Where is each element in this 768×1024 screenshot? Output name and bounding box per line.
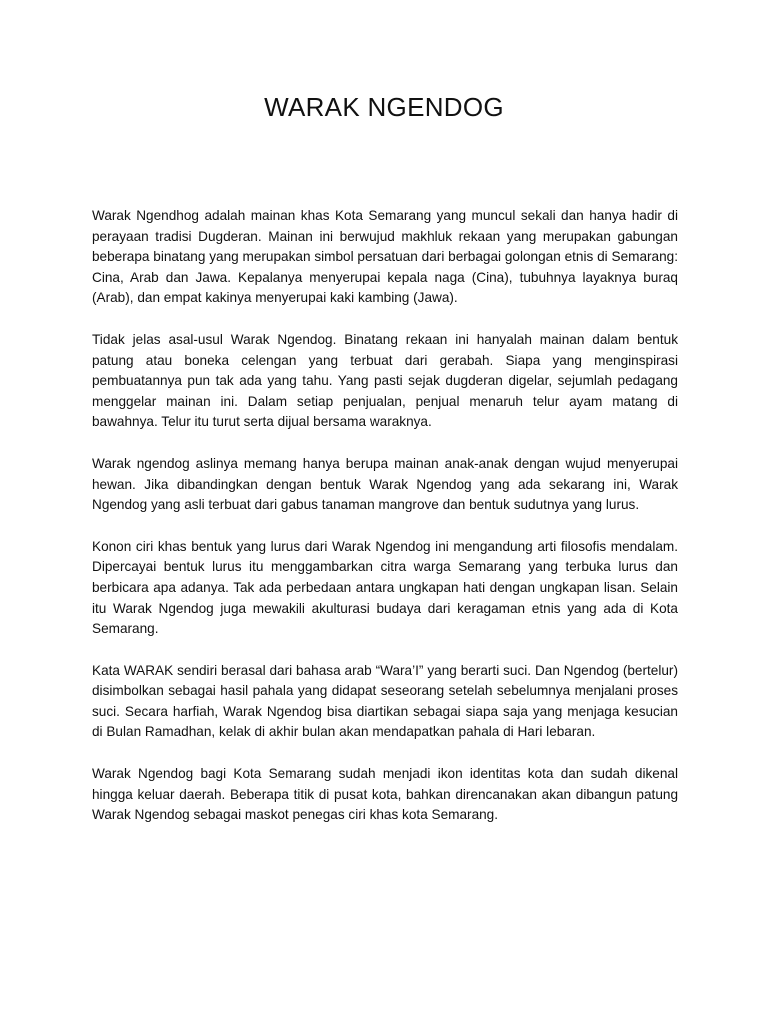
paragraph-4: Konon ciri khas bentuk yang lurus dari Warak Ngendog ini mengandung arti filosofis mendalam. Dipercayai bentuk lurus itu menggambarkan citra warga Semarang yang terbuka lurus dan berbicara apa adanya. Tak ada perbedaan antara ungkapan hati dengan ungkapan lisan. Selain itu Warak Ngendog juga mewakili akulturasi budaya dari keragaman etnis yang ada di Kota Semarang. (92, 538, 678, 637)
paragraph-2: Tidak jelas asal-usul Warak Ngendog. Binatang rekaan ini hanyalah mainan dalam bentuk patung atau boneka celengan yang terbuat dari gerabah. Siapa yang menginspirasi pembuatannya pun tak ada yang tahu. Yang pasti sejak dugderan digelar, sejumlah pedagang menggelar mainan ini. Dalam setiap penjualan, penjual menaruh telur ayam matang di bawahnya. Telur itu turut serta dijual bersama waraknya. (92, 331, 678, 430)
document-title: WARAK NGENDOG (264, 92, 504, 122)
document-body (92, 206, 678, 847)
paragraph-6: Warak Ngendog bagi Kota Semarang sudah menjadi ikon identitas kota dan sudah dikenal hingga keluar daerah. Beberapa titik di pusat kota, bahkan direncanakan akan dibangun patung Warak Ngendog sebagai maskot penegas ciri khas kota Semarang. (92, 766, 678, 823)
paragraph-5: Kata WARAK sendiri berasal dari bahasa arab “Wara’I” yang berarti suci. Dan Ngendog (bertelur) disimbolkan sebagai hasil pahala yang didapat seseorang setelah sebelumnya menjalani proses suci. Secara harfiah, Warak Ngendog bisa diartikan sebagai siapa saja yang menjaga kesucian di Bulan Ramadhan, kelak di akhir bulan akan mendapatkan pahala di Hari lebaran. (92, 662, 678, 740)
paragraph-1: Warak Ngendhog adalah mainan khas Kota Semarang yang muncul sekali dan hanya hadir di perayaan tradisi Dugderan. Mainan ini berwujud makhluk rekaan yang merupakan gabungan beberapa binatang yang merupakan simbol persatuan dari berbagai golongan etnis di Semarang: Cina, Arab dan Jawa. Kepalanya menyerupai kepala naga (Cina), tubuhnya layaknya buraq (Arab), dan empat kakinya menyerupai kaki kambing (Jawa). (92, 208, 678, 306)
paragraph-3: Warak ngendog aslinya memang hanya berupa mainan anak-anak dengan wujud menyerupai hewan. Jika dibandingkan dengan bentuk Warak Ngendog yang ada sekarang ini, Warak Ngendog yang asli terbuat dari gabus tanaman mangrove dan bentuk sudutnya yang lurus. (92, 455, 678, 513)
